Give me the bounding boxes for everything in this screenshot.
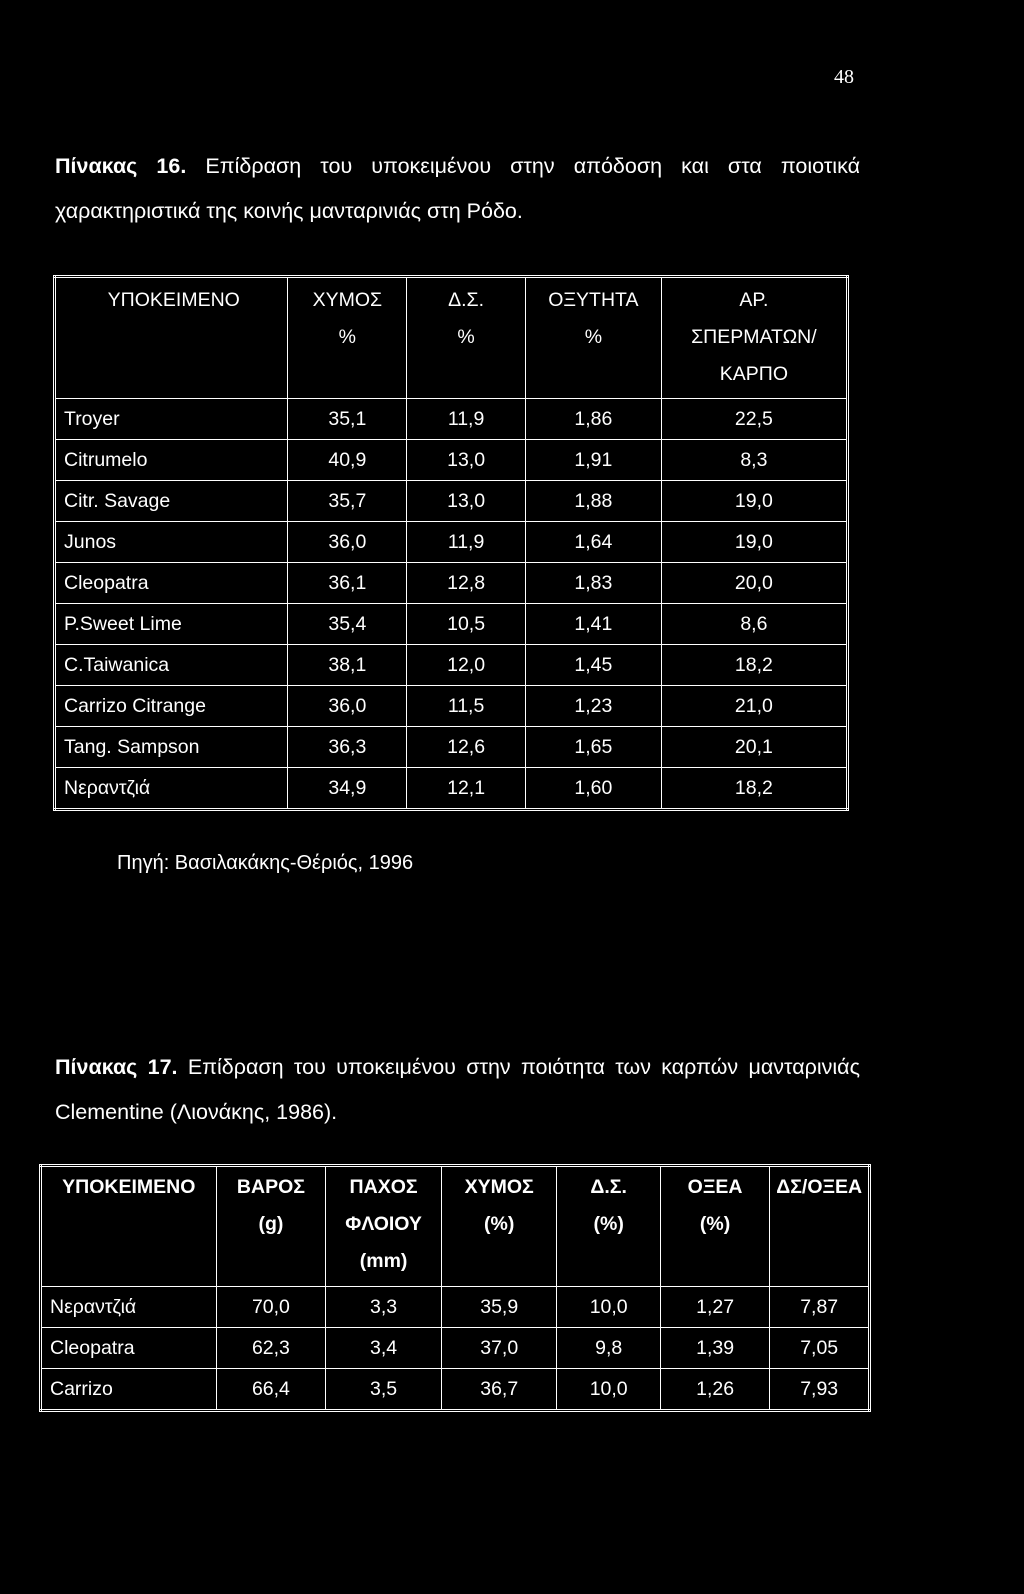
value-cell: 1,27 bbox=[660, 1287, 769, 1328]
table-16-label: Πίνακας 16. bbox=[55, 154, 187, 178]
rootstock-name-cell: Troyer bbox=[55, 399, 288, 440]
header-line: (%) bbox=[699, 1213, 731, 1235]
table-row bbox=[55, 768, 848, 810]
rootstock-name-cell: Cleopatra bbox=[55, 563, 288, 604]
value-cell: 10,0 bbox=[557, 1287, 660, 1328]
table-17-header-row bbox=[41, 1166, 870, 1287]
header-line: % bbox=[338, 326, 356, 348]
value-cell: 1,41 bbox=[525, 604, 661, 645]
header-line: Δ.Σ. bbox=[448, 289, 485, 311]
value-cell: 7,93 bbox=[770, 1369, 870, 1411]
rootstock-name-cell: C.Taiwanica bbox=[55, 645, 288, 686]
table16-header-cell bbox=[55, 277, 288, 399]
table-17-caption bbox=[55, 1045, 860, 1135]
table-row bbox=[55, 481, 848, 522]
value-cell: 36,3 bbox=[288, 727, 407, 768]
table17-header-cell bbox=[557, 1166, 660, 1287]
table-row bbox=[55, 522, 848, 563]
value-cell: 7,87 bbox=[770, 1287, 870, 1328]
value-cell: 10,5 bbox=[407, 604, 526, 645]
value-cell: 35,1 bbox=[288, 399, 407, 440]
value-cell: 1,91 bbox=[525, 440, 661, 481]
value-cell: 37,0 bbox=[441, 1328, 557, 1369]
header-line: ΧΥΜΟΣ bbox=[312, 289, 383, 311]
value-cell: 22,5 bbox=[661, 399, 847, 440]
table17-header-cell bbox=[441, 1166, 557, 1287]
value-cell: 36,0 bbox=[288, 686, 407, 727]
table-17 bbox=[39, 1164, 871, 1412]
table-row bbox=[55, 727, 848, 768]
header-line: ΠΑΧΟΣ bbox=[349, 1176, 418, 1198]
table-row bbox=[55, 563, 848, 604]
value-cell: 1,83 bbox=[525, 563, 661, 604]
header-line: ΒΑΡΟΣ bbox=[236, 1176, 305, 1198]
value-cell: 40,9 bbox=[288, 440, 407, 481]
value-cell: 1,88 bbox=[525, 481, 661, 522]
rootstock-name-cell: Νεραντζιά bbox=[55, 768, 288, 810]
value-cell: 12,0 bbox=[407, 645, 526, 686]
table-row bbox=[55, 645, 848, 686]
table-16-body bbox=[55, 399, 848, 810]
value-cell: 10,0 bbox=[557, 1369, 660, 1411]
table16-header-cell bbox=[407, 277, 526, 399]
value-cell: 12,1 bbox=[407, 768, 526, 810]
value-cell: 11,9 bbox=[407, 522, 526, 563]
rootstock-name-cell: Carrizo Citrange bbox=[55, 686, 288, 727]
table-row bbox=[41, 1328, 870, 1369]
table-16 bbox=[53, 275, 849, 811]
value-cell: 36,0 bbox=[288, 522, 407, 563]
value-cell: 11,5 bbox=[407, 686, 526, 727]
table17-header-cell bbox=[41, 1166, 217, 1287]
value-cell: 70,0 bbox=[216, 1287, 326, 1328]
header-line: ΧΥΜΟΣ bbox=[464, 1176, 534, 1198]
value-cell: 1,26 bbox=[660, 1369, 769, 1411]
value-cell: 1,86 bbox=[525, 399, 661, 440]
header-line: ΔΣ/ΟΞΕΑ bbox=[776, 1176, 863, 1198]
value-cell: 7,05 bbox=[770, 1328, 870, 1369]
header-line: ΥΠΟΚΕΙΜΕΝΟ bbox=[107, 289, 240, 311]
source-note: Πηγή: Βασιλακάκης-Θέριός, 1996 bbox=[117, 852, 414, 874]
header-line: (%) bbox=[593, 1213, 624, 1235]
value-cell: 1,39 bbox=[660, 1328, 769, 1369]
table17-header-cell bbox=[216, 1166, 326, 1287]
value-cell: 21,0 bbox=[661, 686, 847, 727]
header-line: (%) bbox=[484, 1213, 515, 1235]
rootstock-name-cell: Cleopatra bbox=[41, 1328, 217, 1369]
table-16-caption-text: Επίδραση του υποκειμένου στην απόδοση και στα ποιοτικά χαρακτηριστικά της κοινής μανταρινιάς στη Ρόδο. bbox=[55, 154, 861, 223]
value-cell: 62,3 bbox=[216, 1328, 326, 1369]
value-cell: 1,45 bbox=[525, 645, 661, 686]
table-17-label: Πίνακας 17. bbox=[55, 1055, 178, 1079]
table17-header-cell bbox=[660, 1166, 769, 1287]
header-line: ΥΠΟΚΕΙΜΕΝΟ bbox=[62, 1176, 196, 1198]
table-17-body bbox=[41, 1287, 870, 1411]
table-16-caption bbox=[55, 144, 860, 234]
value-cell: 18,2 bbox=[661, 645, 847, 686]
value-cell: 18,2 bbox=[661, 768, 847, 810]
table16-header-cell bbox=[661, 277, 847, 399]
rootstock-name-cell: Νεραντζιά bbox=[41, 1287, 217, 1328]
value-cell: 35,4 bbox=[288, 604, 407, 645]
header-line: ΚΑΡΠΟ bbox=[719, 363, 789, 385]
value-cell: 36,1 bbox=[288, 563, 407, 604]
rootstock-name-cell: Junos bbox=[55, 522, 288, 563]
table17-header-cell bbox=[770, 1166, 870, 1287]
table16-header-cell bbox=[525, 277, 661, 399]
value-cell: 13,0 bbox=[407, 481, 526, 522]
value-cell: 1,60 bbox=[525, 768, 661, 810]
table-16-header bbox=[55, 277, 848, 399]
value-cell: 1,23 bbox=[525, 686, 661, 727]
table-row bbox=[55, 604, 848, 645]
header-line: Δ.Σ. bbox=[590, 1176, 627, 1198]
value-cell: 8,6 bbox=[661, 604, 847, 645]
table-17-caption-text: Επίδραση του υποκειμένου στην ποιότητα των καρπών μανταρινιάς Clementine (Λιονάκης, 1986). bbox=[55, 1055, 860, 1124]
header-line: ΑΡ. bbox=[739, 289, 769, 311]
value-cell: 8,3 bbox=[661, 440, 847, 481]
value-cell: 38,1 bbox=[288, 645, 407, 686]
table-row bbox=[55, 686, 848, 727]
table17-header-cell bbox=[326, 1166, 442, 1287]
value-cell: 3,3 bbox=[326, 1287, 442, 1328]
value-cell: 66,4 bbox=[216, 1369, 326, 1411]
table-row bbox=[55, 399, 848, 440]
rootstock-name-cell: P.Sweet Lime bbox=[55, 604, 288, 645]
value-cell: 3,5 bbox=[326, 1369, 442, 1411]
value-cell: 20,0 bbox=[661, 563, 847, 604]
rootstock-name-cell: Citrumelo bbox=[55, 440, 288, 481]
value-cell: 1,64 bbox=[525, 522, 661, 563]
header-line: % bbox=[584, 326, 603, 348]
table16-header-cell bbox=[288, 277, 407, 399]
table-16-header-row bbox=[55, 277, 848, 399]
value-cell: 12,6 bbox=[407, 727, 526, 768]
value-cell: 3,4 bbox=[326, 1328, 442, 1369]
value-cell: 19,0 bbox=[661, 522, 847, 563]
value-cell: 11,9 bbox=[407, 399, 526, 440]
rootstock-name-cell: Tang. Sampson bbox=[55, 727, 288, 768]
value-cell: 19,0 bbox=[661, 481, 847, 522]
header-line: ΟΞΥΤΗΤΑ bbox=[548, 289, 639, 311]
header-line: (g) bbox=[258, 1213, 284, 1235]
header-line: ΦΛΟΙΟΥ bbox=[345, 1213, 422, 1235]
value-cell: 34,9 bbox=[288, 768, 407, 810]
table-row bbox=[41, 1287, 870, 1328]
header-line: % bbox=[457, 326, 475, 348]
value-cell: 20,1 bbox=[661, 727, 847, 768]
value-cell: 12,8 bbox=[407, 563, 526, 604]
value-cell: 35,9 bbox=[441, 1287, 557, 1328]
table-row bbox=[55, 440, 848, 481]
value-cell: 36,7 bbox=[441, 1369, 557, 1411]
header-line: ΣΠΕΡΜΑΤΩΝ/ bbox=[691, 326, 817, 348]
table-row bbox=[41, 1369, 870, 1411]
header-line: ΟΞΕΑ bbox=[687, 1176, 743, 1198]
table-17-header bbox=[41, 1166, 870, 1287]
page-number: 48 bbox=[834, 66, 854, 88]
value-cell: 9,8 bbox=[557, 1328, 660, 1369]
value-cell: 35,7 bbox=[288, 481, 407, 522]
rootstock-name-cell: Carrizo bbox=[41, 1369, 217, 1411]
value-cell: 1,65 bbox=[525, 727, 661, 768]
header-line: (mm) bbox=[359, 1250, 408, 1272]
value-cell: 13,0 bbox=[407, 440, 526, 481]
rootstock-name-cell: Citr. Savage bbox=[55, 481, 288, 522]
